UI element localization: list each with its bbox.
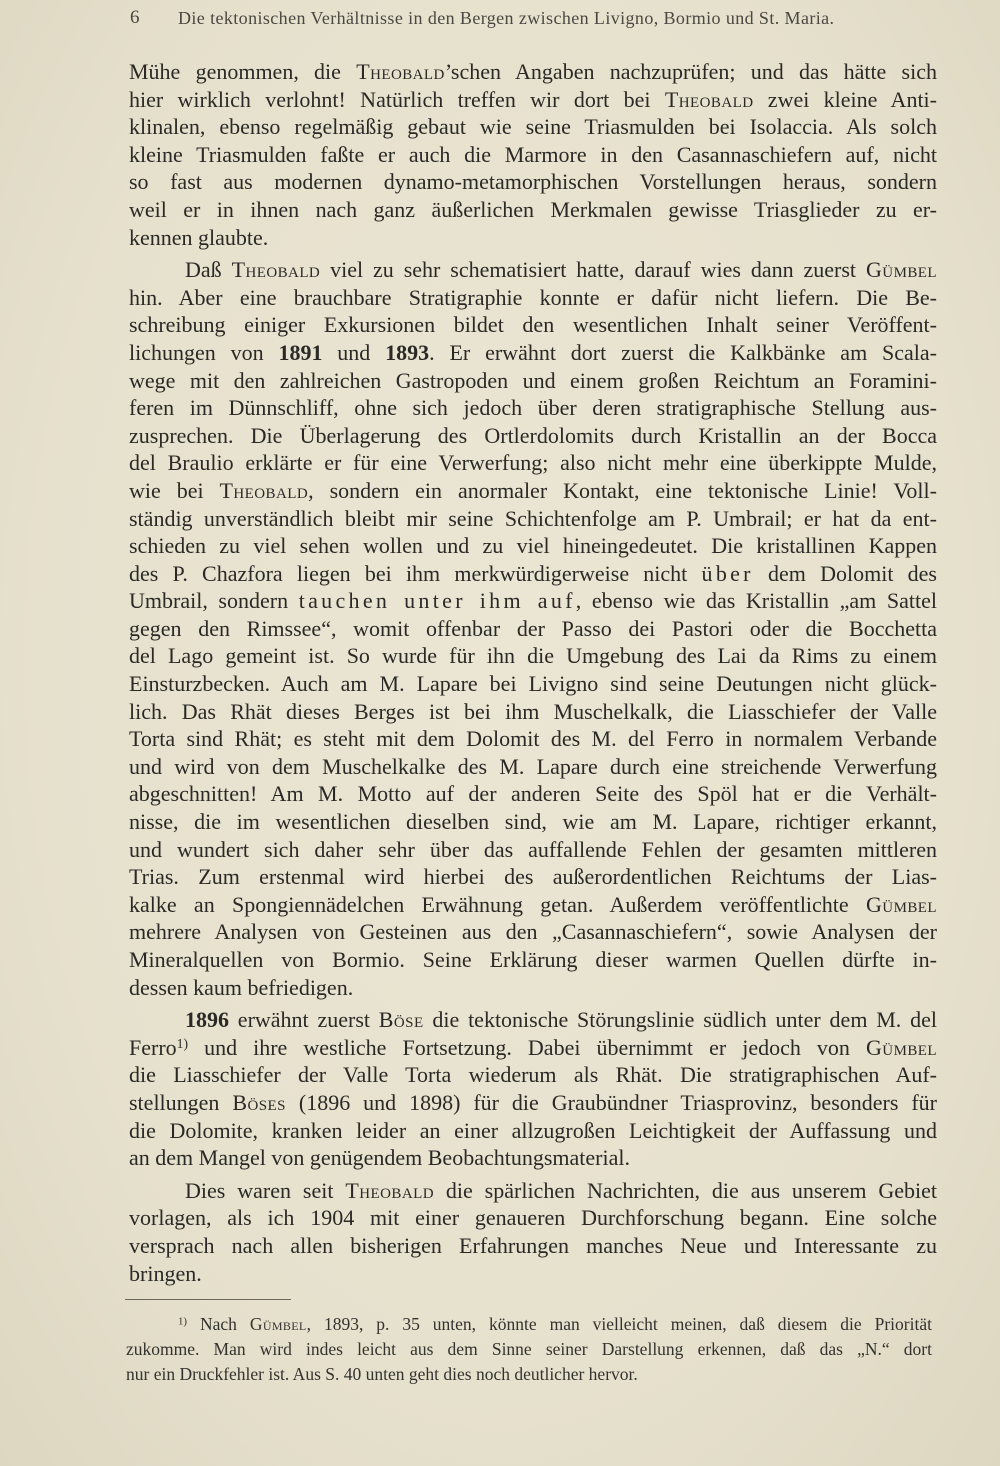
text-run: wege mit den zahlreichen Gastropoden und einem großen Reichtum an Foramini- xyxy=(129,367,937,393)
author-name: Gümbel xyxy=(865,1034,937,1060)
author-name: Gümbel xyxy=(865,257,937,283)
text-line xyxy=(126,1337,932,1362)
text-line xyxy=(129,891,937,919)
paragraph xyxy=(129,1006,937,1172)
text-run: zusprechen. Die Überlagerung des Ortlerdolomits durch Kristallin an der Bocca xyxy=(129,422,937,448)
text-run: bringen. xyxy=(129,1260,202,1286)
footnote-marker: 1) xyxy=(176,1035,189,1051)
text-line xyxy=(129,339,937,367)
text-run: mehrere Analysen von Gesteinen aus den „Casannaschiefern“, sowie Analysen der xyxy=(129,919,937,945)
text-run: kennen glaubte. xyxy=(129,224,269,250)
text-run: und xyxy=(322,339,386,365)
text-line xyxy=(129,587,937,615)
text-run: ’schen Angaben nachzuprüfen; und das hätte sich xyxy=(444,59,937,84)
text-line xyxy=(129,86,937,114)
text-run: Umbrail, sondern xyxy=(129,588,299,614)
text-run: kalke an Spongiennädelchen Erwähnung getan. Außerdem veröffentlichte xyxy=(129,891,866,917)
bold-number: 1893 xyxy=(385,339,430,365)
text-line xyxy=(129,141,937,169)
text-line xyxy=(129,394,937,422)
bold-number: 1891 xyxy=(278,339,323,365)
author-name: Böse xyxy=(378,1007,424,1033)
text-line xyxy=(129,808,937,836)
text-run: feren im Dünnschliff, ohne sich jedoch über deren stratigraphische Stellung aus- xyxy=(129,395,937,421)
spaced-emphasis: tauchen unter ihm auf xyxy=(298,588,576,614)
text-run: und wird von dem Muschelkalke des M. Lapare durch eine streichende Verwerfung xyxy=(129,753,937,779)
text-run: die tektonische Störungslinie südlich unter dem M. del xyxy=(423,1007,937,1033)
text-run: Daß xyxy=(185,257,232,283)
text-run: nur ein Druckfehler ist. Aus S. 40 unten geht dies noch deutlicher hervor. xyxy=(126,1364,638,1384)
text-line xyxy=(129,532,937,560)
text-run: des P. Chazfora liegen bei ihm merkwürdigerweise nicht xyxy=(129,560,702,586)
text-run: abgeschnitten! Am M. Motto auf der anderen Seite des Spöl hat er die Verhält- xyxy=(129,781,937,807)
text-run: nisse, die im wesentlichen dieselben sind, wie am M. Lapare, richtiger erkannt, xyxy=(129,809,937,835)
paragraph xyxy=(129,256,937,1001)
text-line xyxy=(129,449,937,477)
text-run: Trias. Zum erstenmal wird hierbei des außerordentlichen Reichtums der Lias- xyxy=(129,864,937,890)
text-run: (1896 und 1898) für die Graubündner Triasprovinz, besonders für xyxy=(285,1089,937,1115)
text-run: Mühe genommen, die xyxy=(129,59,357,84)
text-run: und ihre westliche Fortsetzung. Dabei übernimmt er jedoch von xyxy=(188,1034,866,1060)
text-run: . Er erwähnt dort zuerst die Kalkbänke am Scala- xyxy=(429,339,937,365)
bold-number: 1896 xyxy=(185,1007,229,1033)
text-run: klinalen, ebenso regelmäßig gebaut wie seine Triasmulden bei Isolaccia. Als solch xyxy=(129,114,937,140)
text-run: versprach nach allen bisherigen Erfahrungen manches Neue und Interessante zu xyxy=(129,1232,937,1258)
main-text xyxy=(129,58,937,1287)
text-run: dessen kaum befriedigen. xyxy=(129,974,354,1000)
text-line xyxy=(129,1089,937,1117)
text-run: Dies waren seit xyxy=(185,1177,346,1203)
text-line xyxy=(129,58,937,86)
text-run: stellungen xyxy=(129,1089,233,1115)
text-line xyxy=(129,256,937,284)
footnote-rule xyxy=(125,1299,291,1300)
author-name: Böses xyxy=(232,1089,286,1115)
text-run: vorlagen, als ich 1904 mit einer genaueren Durchforschung begann. Eine solche xyxy=(129,1205,937,1231)
text-line xyxy=(129,918,937,946)
text-run: kleine Triasmulden faßte er auch die Marmore in den Casannaschiefern auf, nicht xyxy=(129,141,937,167)
text-run: erwähnt zuerst xyxy=(229,1007,379,1033)
text-line xyxy=(129,1260,937,1288)
text-line xyxy=(129,1144,937,1172)
text-run: zukomme. Man wird indes leicht aus dem Sinne seiner Darstellung erkennen, daß das „N.“ dort xyxy=(126,1339,932,1359)
author-name: Theobald xyxy=(231,257,321,283)
author-name: Theobald xyxy=(664,86,754,112)
text-run: del Lago gemeint ist. So wurde für ihn die Umgebung des Lai da Rims zu einem xyxy=(129,643,937,669)
text-line xyxy=(126,1362,932,1387)
text-line xyxy=(129,196,937,224)
text-line xyxy=(129,505,937,533)
spaced-emphasis: über xyxy=(701,560,754,586)
author-name: Theobald xyxy=(345,1177,434,1203)
running-header xyxy=(130,6,910,30)
text-line xyxy=(129,1232,937,1260)
text-line xyxy=(129,1177,937,1205)
text-run: lichungen von xyxy=(129,339,279,365)
text-run: die spärlichen Nachrichten, die aus unserem Gebiet xyxy=(433,1177,938,1203)
text-line xyxy=(129,670,937,698)
text-line xyxy=(129,367,937,395)
text-run: hier wirklich verlohnt! Natürlich treffen wir dort bei xyxy=(129,86,665,112)
text-run: Torta sind Rhät; es steht mit dem Dolomit des M. del Ferro in normalem Verbande xyxy=(129,726,937,752)
text-run: Nach xyxy=(187,1314,250,1334)
text-run: die Liasschiefer der Valle Torta wiederum als Rhät. Die stratigraphischen Auf- xyxy=(129,1062,937,1088)
text-line xyxy=(129,698,937,726)
footnote xyxy=(126,1312,932,1387)
text-line xyxy=(129,477,937,505)
text-run: , sondern ein anormaler Kontakt, eine tektonische Linie! Voll- xyxy=(308,477,937,503)
text-run: und wundert sich daher sehr über das auffallende Fehlen der gesamten mittleren xyxy=(129,836,937,862)
text-run: del Braulio erklärte er für eine Verwerfung; also nicht mehr eine überkippte Mulde, xyxy=(129,450,937,476)
text-line xyxy=(129,311,937,339)
text-run: schreibung einiger Exkursionen bildet den wesentlichen Inhalt seiner Veröffent- xyxy=(129,312,937,338)
text-run: wie bei xyxy=(129,477,220,503)
text-line xyxy=(126,1312,932,1337)
text-run: Ferro xyxy=(129,1034,177,1060)
text-run: , 1893, p. 35 unten, könnte man vielleicht meinen, daß diesem die Priorität xyxy=(306,1314,932,1334)
text-line xyxy=(129,422,937,450)
text-run: an dem Mangel von genügendem Beobachtungsmaterial. xyxy=(129,1145,630,1171)
text-run: dem Dolomit des xyxy=(753,560,937,586)
author-name: Gümbel xyxy=(249,1314,307,1334)
text-run: zwei kleine Anti- xyxy=(753,86,937,112)
text-line xyxy=(129,615,937,643)
text-run: ständig unverständlich bleibt mir seine Schichtenfolge am P. Umbrail; er hat da ent- xyxy=(129,505,937,531)
text-run: , ebenso wie das Kristallin „am Sattel xyxy=(575,588,937,614)
text-line xyxy=(129,642,937,670)
text-run: so fast aus modernen dynamo-metamorphischen Vorstellungen heraus, sondern xyxy=(129,169,937,195)
text-line xyxy=(129,725,937,753)
text-run: viel zu sehr schematisiert hatte, darauf wies dann zuerst xyxy=(320,257,866,283)
running-title: Die tektonischen Verhältnisse in den Bergen zwischen Livigno, Bormio und St. Maria. xyxy=(178,8,835,28)
text-run: die Dolomite, kranken leider an einer allzugroßen Leichtigkeit der Auffassung und xyxy=(129,1117,937,1143)
text-line xyxy=(129,113,937,141)
text-run: lich. Das Rhät dieses Berges ist bei ihm Muschelkalk, die Liasschiefer der Valle xyxy=(129,698,937,724)
paragraph xyxy=(129,1177,937,1287)
text-line xyxy=(129,1204,937,1232)
text-line xyxy=(129,946,937,974)
text-line xyxy=(129,284,937,312)
text-line xyxy=(129,1034,937,1062)
text-run: weil er in ihnen nach ganz äußerlichen Merkmalen gewisse Triasglieder zu er- xyxy=(129,196,937,222)
text-run: schieden zu viel sehen wollen und zu viel hineingedeutet. Die kristallinen Kappen xyxy=(129,533,937,559)
text-run: Mineralquellen von Bormio. Seine Erklärung dieser warmen Quellen dürfte in- xyxy=(129,947,937,972)
text-line xyxy=(129,974,937,1002)
text-line xyxy=(129,1117,937,1145)
text-run: gegen den Rimssee“, womit offenbar der Passo dei Pastori oder die Bocchetta xyxy=(129,615,937,641)
text-run: Einsturzbecken. Auch am M. Lapare bei Livigno sind seine Deutungen nicht glück- xyxy=(129,671,937,697)
footnote-marker: 1) xyxy=(178,1315,188,1328)
page-number: 6 xyxy=(130,7,140,28)
text-line xyxy=(129,224,937,252)
text-line xyxy=(129,863,937,891)
author-name: Theobald xyxy=(219,477,309,503)
text-line xyxy=(129,836,937,864)
text-line xyxy=(129,560,937,588)
paragraph-continued xyxy=(129,58,937,251)
text-line xyxy=(129,753,937,781)
text-line xyxy=(129,1006,937,1034)
text-line xyxy=(129,168,937,196)
text-line xyxy=(129,780,937,808)
author-name: Gümbel xyxy=(865,891,937,917)
text-run: hin. Aber eine brauchbare Stratigraphie konnte er dafür nicht liefern. Die Be- xyxy=(129,284,937,310)
author-name: Theobald xyxy=(356,59,445,84)
text-line xyxy=(129,1061,937,1089)
